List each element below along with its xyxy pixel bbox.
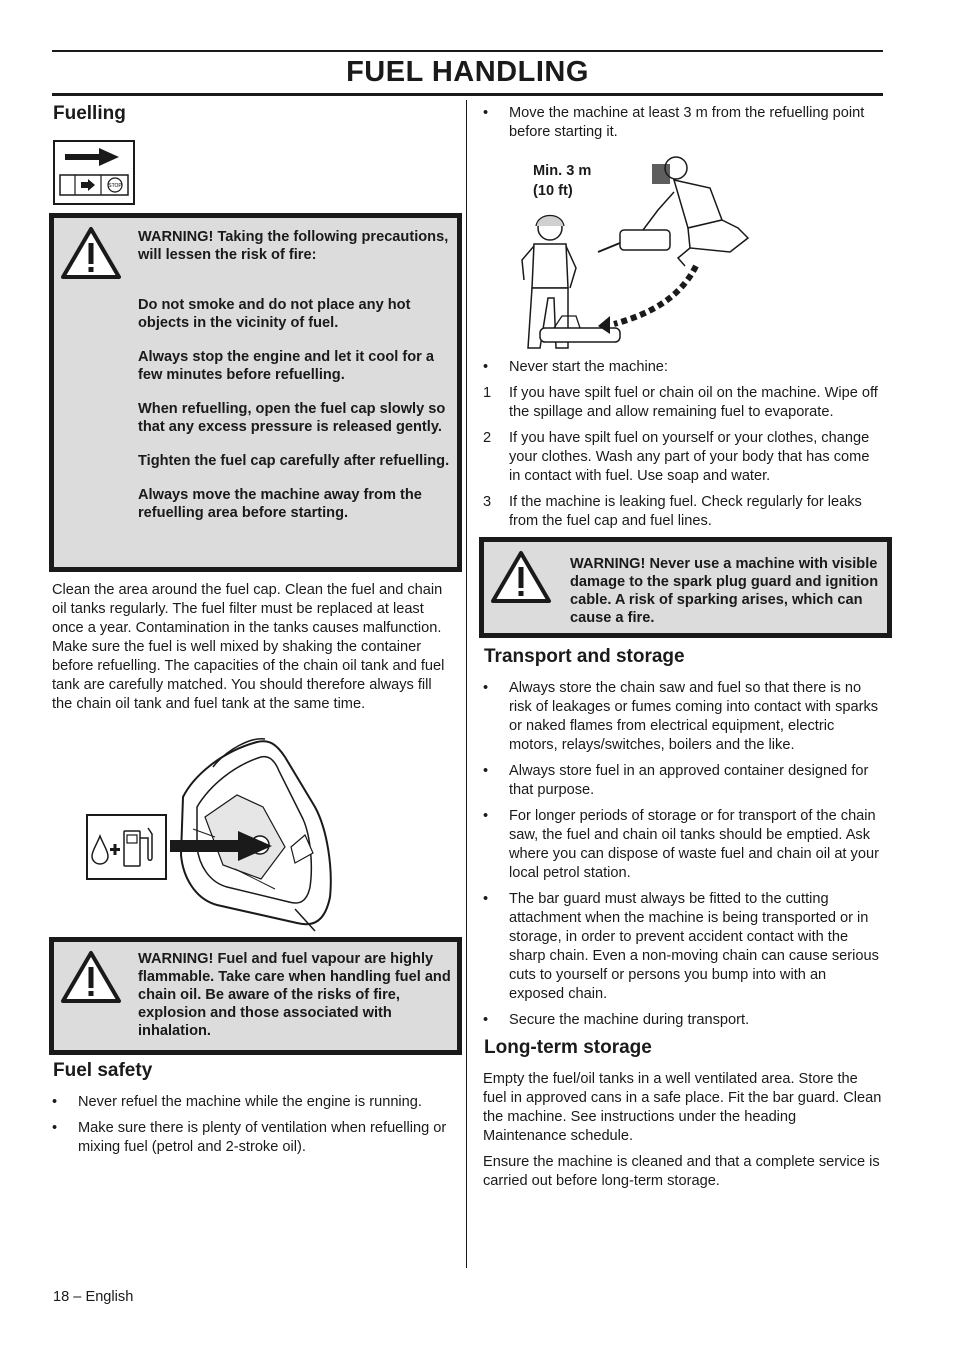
bullet-icon: •	[483, 1012, 489, 1028]
longterm-paragraph: Ensure the machine is cleaned and that a complete service is carried out before long-term storage.	[483, 1154, 880, 1189]
warning1-item: When refuelling, open the fuel cap slowly so that any excess pressure is released gently.	[138, 401, 446, 435]
warning1-item: Always stop the engine and let it cool for a few minutes before refuelling.	[138, 349, 434, 383]
bullet-icon: •	[483, 359, 489, 375]
list-item	[483, 890, 883, 1004]
item-number: 3	[483, 494, 492, 510]
warning1-item: Do not smoke and do not place any hot objects in the vicinity of fuel.	[138, 297, 411, 331]
warning1-lead: WARNING! Taking the following precautions, will lessen the risk of fire:	[138, 229, 449, 263]
list-item	[483, 679, 883, 755]
bullet-icon: •	[52, 1094, 58, 1110]
bullet-icon: •	[483, 891, 489, 907]
header-rule-bottom	[52, 93, 883, 96]
bullet-icon: •	[483, 763, 489, 779]
list-item-text: Always store the chain saw and fuel so that there is no risk of leakages or fumes coming into contact with sparks or naked flames from electrical equipment, electric motors, relays/switches, boilers and the like.	[509, 680, 879, 753]
fuelling-heading: Fuelling	[53, 103, 126, 124]
list-item	[52, 1093, 454, 1112]
warning2-text: WARNING! Fuel and fuel vapour are highly flammable. Take care when handling fuel and chain oil. Be aware of the risks of fire, explosion and those associated with inhalation.	[138, 951, 451, 1039]
longterm-paragraph: Empty the fuel/oil tanks in a well ventilated area. Store the fuel in approved cans in a safe place. Fit the bar guard. Clean the machine. See instructions under the heading Maintenance schedule.	[483, 1071, 882, 1144]
warning3-text: WARNING! Never use a machine with visible damage to the spark plug guard and ignition cable. A risk of sparking arises, which can cause a fire.	[570, 556, 879, 626]
item-number: 2	[483, 430, 492, 446]
numbered-item	[483, 493, 883, 531]
figure-label-line: (10 ft)	[533, 183, 573, 199]
bullet-icon: •	[483, 105, 489, 121]
stop-label: STOP	[108, 183, 122, 189]
warning-box-flammable	[49, 937, 462, 1055]
list-item-text: Never start the machine:	[509, 359, 668, 375]
list-item-text: Make sure there is plenty of ventilation when refuelling or mixing fuel (petrol and 2-stroke oil).	[78, 1120, 447, 1155]
fuel-safety-heading: Fuel safety	[53, 1060, 153, 1081]
list-item-text: For longer periods of storage or for transport of the chain saw, the fuel and chain oil tanks should be emptied. Ask where you can dispose of waste fuel and chain oil at your local petrol station.	[509, 808, 879, 881]
list-item	[483, 358, 883, 377]
list-item	[483, 762, 883, 800]
warning-triangle-icon	[60, 950, 122, 1004]
list-item	[483, 1011, 883, 1030]
list-item	[52, 1119, 454, 1157]
list-item	[483, 807, 883, 883]
start-procedure-icon	[53, 140, 135, 205]
column-divider	[466, 100, 467, 1268]
clean-paragraph: Clean the area around the fuel cap. Clean the fuel and chain oil tanks regularly. The fuel filter must be replaced at least once a year. Contamination in the tanks causes malfunction. Make sure the fuel is well mixed by shaking the container before refuelling. The capacities of the chain oil tank and fuel tank are carefully matched. You should therefore always fill the chain oil tank and fuel tank at the same time.	[52, 582, 445, 712]
item-number: 1	[483, 385, 492, 401]
bullet-icon: •	[483, 808, 489, 824]
page-title: FUEL HANDLING	[346, 56, 589, 88]
figure-label-line: Min. 3 m	[533, 163, 592, 179]
list-item-text: Move the machine at least 3 m from the refuelling point before starting it.	[509, 105, 865, 140]
list-item-text: Never refuel the machine while the engine is running.	[78, 1094, 422, 1110]
warning1-item: Always move the machine away from the refuelling area before starting.	[138, 487, 422, 521]
bullet-icon: •	[52, 1120, 58, 1136]
refuelling-distance-illustration	[510, 148, 760, 358]
longterm-heading: Long-term storage	[484, 1037, 652, 1058]
list-item-text: Always store fuel in an approved container designed for that purpose.	[509, 763, 869, 798]
numbered-item-text: If you have spilt fuel or chain oil on the machine. Wipe off the spillage and allow remaining fuel to evaporate.	[509, 385, 878, 420]
numbered-item-text: If the machine is leaking fuel. Check regularly for leaks from the fuel cap and fuel lines.	[509, 494, 862, 529]
page-footer: 18 – English	[53, 1289, 134, 1305]
fuel-oil-symbol-icon	[86, 814, 167, 880]
numbered-item	[483, 429, 883, 486]
warning1-item: Tighten the fuel cap carefully after refuelling.	[138, 453, 450, 469]
list-item-text: The bar guard must always be fitted to the cutting attachment when the machine is being transported or in storage, in order to prevent accident contact with the sharp chain. Even a non-moving chain can cause serious cuts to yourself or persons you bump into with an exposed chain.	[509, 891, 879, 1002]
warning-box-spark	[479, 537, 892, 638]
header-rule-top	[52, 50, 883, 52]
warning-box-fire	[49, 213, 462, 572]
list-item-text: Secure the machine during transport.	[509, 1012, 750, 1028]
transport-heading: Transport and storage	[484, 646, 685, 667]
arrow-right-icon	[168, 829, 278, 863]
list-item	[483, 104, 883, 142]
numbered-item	[483, 384, 883, 422]
bullet-icon: •	[483, 680, 489, 696]
warning-triangle-icon	[60, 226, 122, 280]
numbered-item-text: If you have spilt fuel on yourself or your clothes, change your clothes. Wash any part of your body that has come in contact with fuel. Use soap and water.	[509, 430, 870, 484]
warning-triangle-icon	[490, 550, 552, 604]
